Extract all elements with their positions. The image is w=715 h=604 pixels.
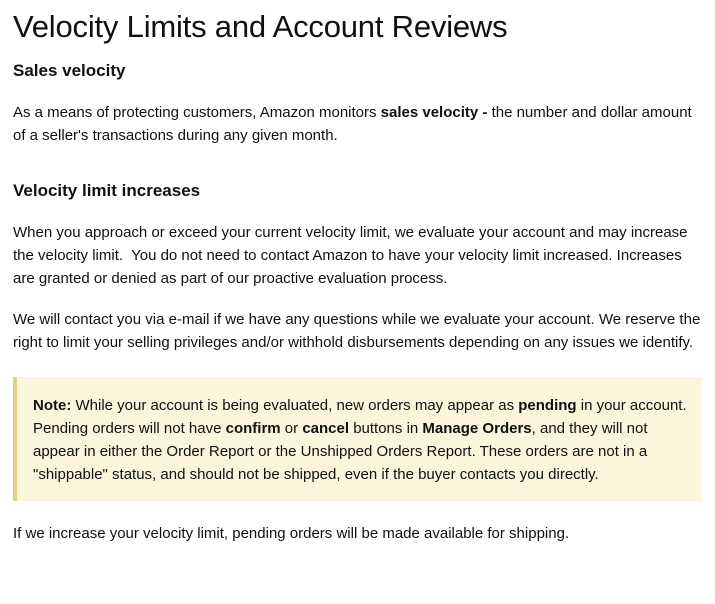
section-heading-velocity-limit-increases: Velocity limit increases bbox=[13, 180, 201, 200]
note-box bbox=[13, 377, 701, 501]
page-title: Velocity Limits and Account Reviews bbox=[13, 9, 508, 44]
paragraph-pending-orders-released: If we increase your velocity limit, pending orders will be made available for shipping. bbox=[13, 524, 570, 542]
paragraph-sales-velocity: As a means of protecting customers, Amazon monitors sales velocity - the number and dollar amount of a seller's transactions during any given month. bbox=[13, 103, 692, 144]
section-heading-sales-velocity: Sales velocity bbox=[13, 60, 126, 80]
paragraph-contact-email: We will contact you via e-mail if we have any questions while we evaluate your account. We reserve the right to limit your selling privileges and/or withhold disbursements depending on any issues we identify. bbox=[13, 310, 701, 351]
paragraph-limit-evaluation: When you approach or exceed your current velocity limit, we evaluate your account and may increase the velocity limit. You do not need to contact Amazon to have your velocity limit increased. Increases are granted or denied as part of our proactive evaluation process. bbox=[13, 223, 688, 287]
note-text: Note: While your account is being evaluated, new orders may appear as pending in your account. Pending orders will not have confirm or cancel buttons in Manage Orders, and they will not appear in either the Order Report or the Unshipped Orders Report. These orders are not in a "shippable" status, and should not be shipped, even if the buyer contacts you directly. bbox=[33, 396, 687, 483]
